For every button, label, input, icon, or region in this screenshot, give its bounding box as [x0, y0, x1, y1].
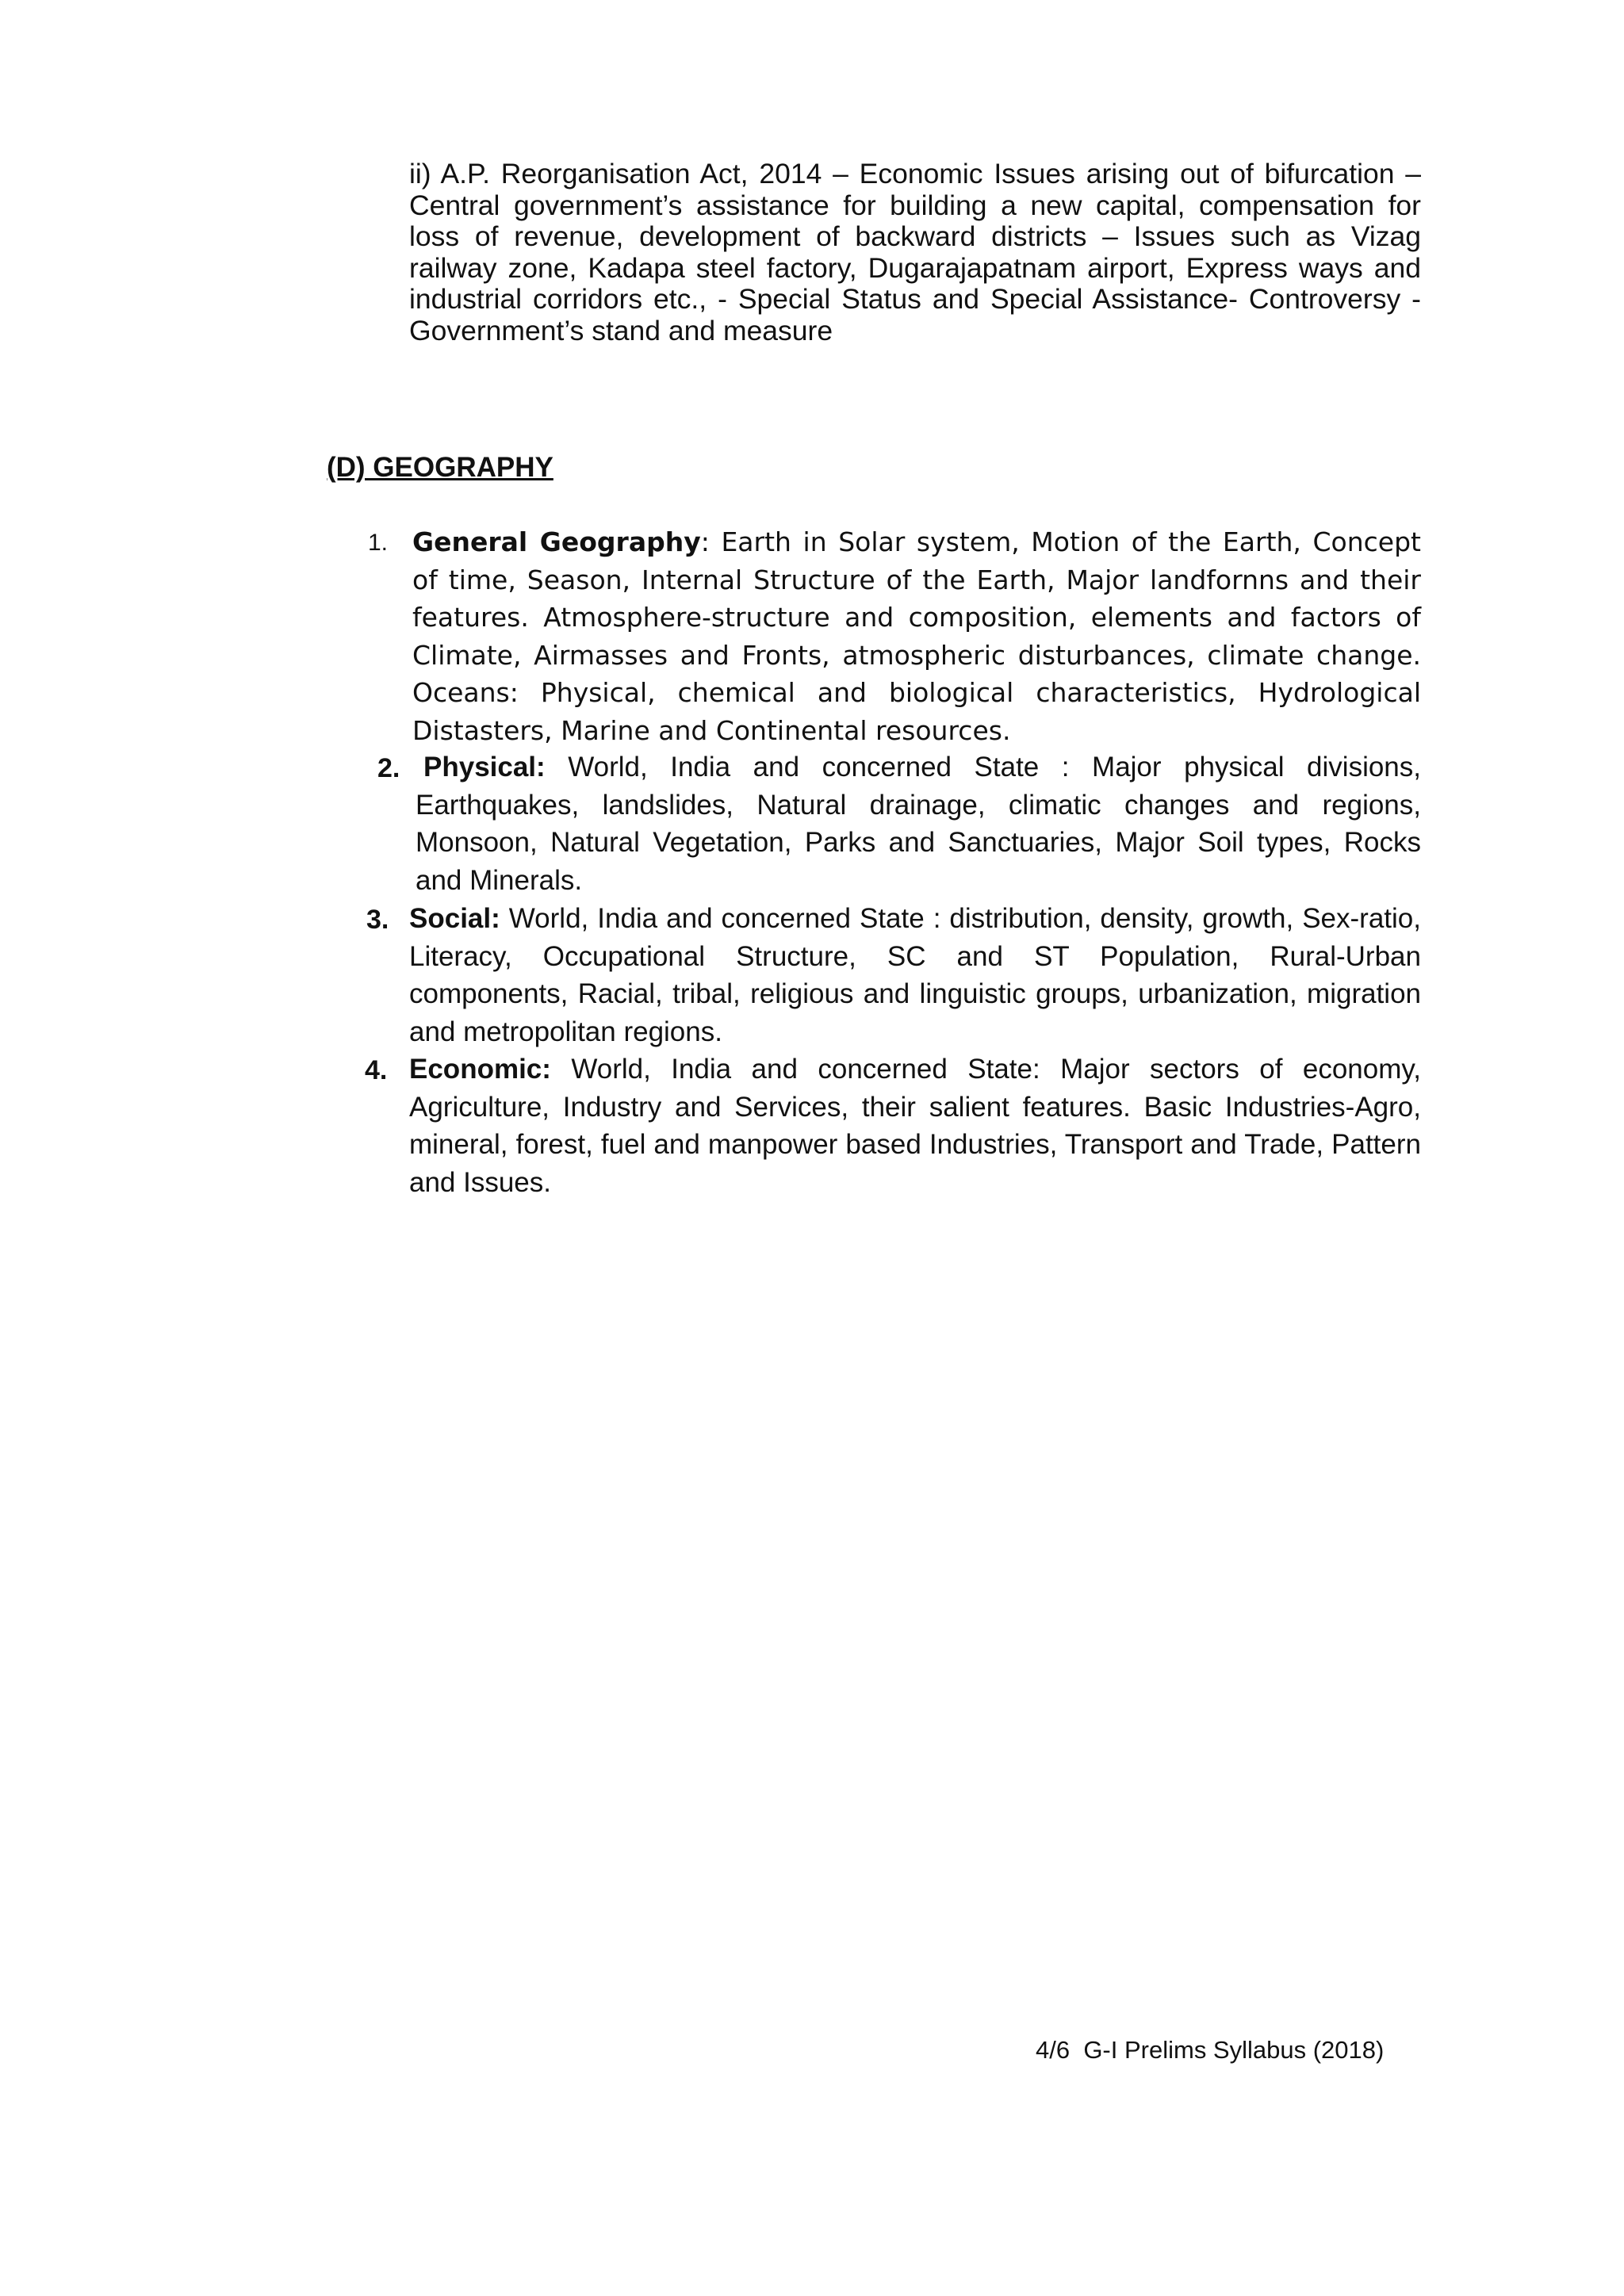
item-term: General Geography [412, 526, 701, 557]
reorganisation-act-paragraph: ii) A.P. Reorganisation Act, 2014 – Economic Issues arising out of bifurcation – Central government’s assistance for building a new capital, compensation for loss of revenue, development of backward districts – Issues such as Vizag railway zone, Kadapa steel factory, Dugarajapatnam airport, Express ways and industrial corridors etc., - Special Status and Special Assistance- Controversy - Government’s stand and measure [409, 158, 1421, 346]
item-text-physical [416, 748, 1421, 899]
item-term: Physical: [423, 752, 546, 783]
item-number: 4. [365, 1055, 388, 1085]
item-text-social [409, 900, 1421, 1050]
item-description: World, India and concerned State : distribution, density, growth, Sex-ratio, Literacy, Occupational Structure, SC and ST Population, Rural-Urban components, Racial, tribal, religious and linguistic groups, urbanization, migration and metropolitan regions. [409, 903, 1421, 1047]
item-number: 2. [377, 753, 400, 783]
section-heading-geography: (D) GEOGRAPHY [327, 452, 553, 483]
item-number: 1. [368, 530, 389, 556]
item-description: : Earth in Solar system, Motion of the Earth, Concept of time, Season, Internal Structure of the Earth, Major landfornns and their features. Atmosphere-structure and composition, elements and factors of Climate, Airmasses and Fronts, atmospheric disturbances, climate change. Oceans: Physical, chemical and biological characteristics, Hydrological Distasters, Marine and Continental resources. [412, 526, 1421, 746]
item-description: World, India and concerned State : Major physical divisions, Earthquakes, landslides, Natural drainage, climatic changes and regions, Monsoon, Natural Vegetation, Parks and Sanctuaries, Major Soil types, Rocks and Minerals. [416, 752, 1421, 896]
page-footer: 4/6 G-I Prelims Syllabus (2018) [1036, 2036, 1385, 2064]
item-number: 3. [366, 905, 389, 935]
item-description: World, India and concerned State: Major sectors of economy, Agriculture, Industry and Services, their salient features. Basic Industries-Agro, mineral, forest, fuel and manpower based Industries, Transport and Trade, Pattern and Issues. [409, 1054, 1421, 1198]
item-text-economic [409, 1050, 1421, 1201]
item-term: Social: [409, 903, 500, 934]
item-text-general-geography [412, 523, 1421, 749]
item-term: Economic: [409, 1054, 551, 1085]
